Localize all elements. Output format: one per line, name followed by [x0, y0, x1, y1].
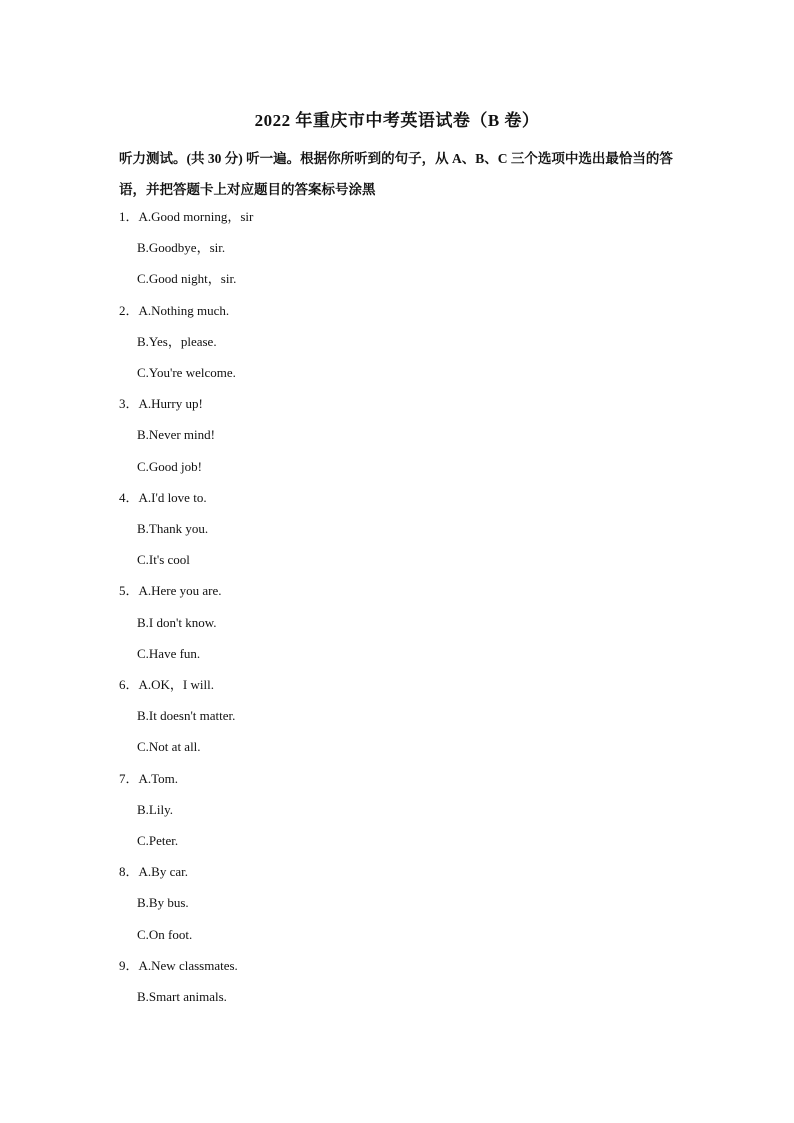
option-text: A.Nothing much.	[138, 302, 230, 318]
question-8-option-b: B.By bus.	[137, 895, 189, 911]
question-3-option-b: B.Never mind!	[137, 427, 215, 443]
question-3-option-a	[119, 396, 203, 412]
question-1-option-c: C.Good night，sir.	[137, 271, 237, 287]
question-5-option-c: C.Have fun.	[137, 645, 201, 661]
question-number: 3．	[119, 396, 139, 412]
option-text: A.Hurry up!	[138, 396, 203, 412]
question-7-option-c: C.Peter.	[137, 833, 179, 848]
question-number: 4．	[119, 489, 139, 505]
question-3-option-c: C.Good job!	[137, 458, 202, 474]
question-number: 5．	[119, 583, 139, 599]
question-6-option-a	[119, 677, 214, 693]
question-number: 9．	[119, 957, 139, 973]
question-4-option-c: C.It's cool	[137, 552, 190, 568]
option-text: A.Here you are.	[138, 583, 222, 599]
option-text: A.By car.	[138, 864, 188, 880]
question-number: 2．	[119, 302, 139, 318]
question-number: 8．	[119, 864, 139, 880]
question-4-option-b: B.Thank you.	[137, 521, 209, 536]
question-8-option-c: C.On foot.	[137, 926, 193, 942]
option-text: A.OK，I will.	[138, 677, 214, 692]
question-7-option-a	[119, 771, 178, 787]
question-5-option-a	[119, 583, 222, 599]
listening-instruction: 听力测试。(共 30 分) 听一遍。根据你所听到的句子，从 A、B、C 三个选项中选出最恰当的答语，并把答题卡上对应题目的答案标号涂黑	[119, 151, 673, 197]
question-9-option-b: B.Smart animals.	[137, 989, 227, 1004]
question-9-option-a	[119, 958, 238, 974]
question-8-option-a	[119, 864, 188, 880]
question-2-option-a	[119, 303, 229, 319]
page-title: 2022 年重庆市中考英语试卷（B 卷）	[254, 111, 540, 130]
question-6-option-b: B.It doesn't matter.	[137, 708, 236, 724]
question-2-option-b: B.Yes，please.	[137, 333, 217, 349]
question-4-option-a	[119, 490, 207, 506]
question-6-option-c: C.Not at all.	[137, 739, 201, 755]
question-5-option-b: B.I don't know.	[137, 614, 217, 630]
option-text: A.New classmates.	[138, 957, 238, 973]
question-number: 1．	[119, 209, 139, 224]
option-text: A.I'd love to.	[138, 489, 207, 505]
option-text: A.Tom.	[138, 770, 179, 786]
option-text: A.Good morning，sir	[138, 209, 254, 224]
question-number: 7．	[119, 770, 139, 786]
question-1-option-b: B.Goodbye，sir.	[137, 240, 226, 256]
question-7-option-b: B.Lily.	[137, 801, 173, 817]
question-number: 6．	[119, 677, 139, 692]
question-1-option-a	[119, 209, 253, 225]
question-2-option-c: C.You're welcome.	[137, 365, 236, 380]
